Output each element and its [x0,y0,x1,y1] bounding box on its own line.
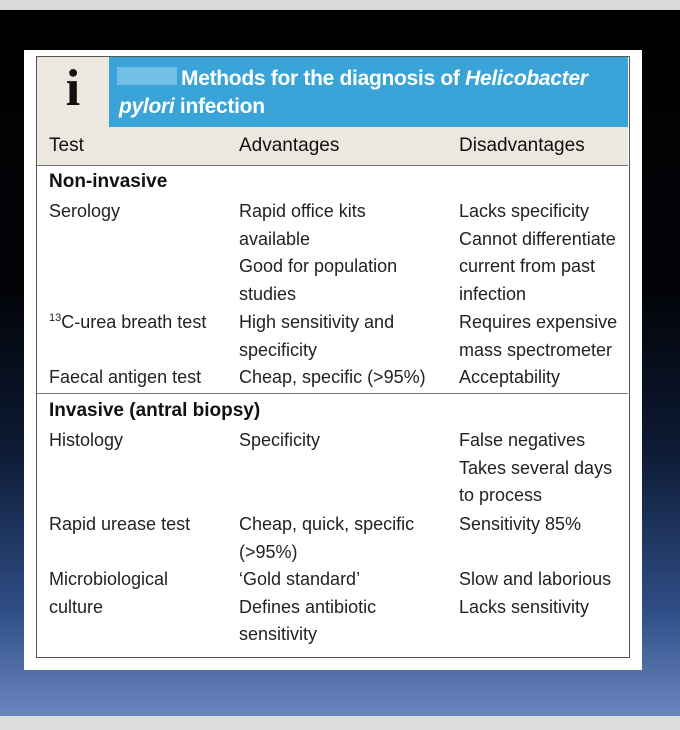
info-card [24,50,642,670]
cell-test: Serology [49,201,121,221]
table-title: Methods for the diagnosis of Helicobacter pylori infection [119,67,588,118]
column-header-test: Test [49,135,84,156]
cell-test: Microbiological culture [49,569,169,617]
cell-advantages: Specificity [239,430,321,450]
cell-disadvantages: Slow and laborious Lacks sensitivity [459,569,612,617]
column-header-disadvantages: Disadvantages [459,135,585,156]
section-title-non-invasive: Non-invasive [49,171,168,192]
title-bar [109,57,628,127]
cell-disadvantages: Sensitivity 85% [459,514,582,534]
section-title-invasive: Invasive (antral biopsy) [49,400,261,421]
cell-disadvantages: False negatives Takes several days to process [459,430,613,506]
section-divider [37,393,628,394]
cell-advantages: Cheap, quick, specific (>95%) [239,514,415,562]
cell-disadvantages: Lacks specificity Cannot differentiate current from past infection [459,201,616,304]
column-headers [37,127,628,166]
cell-disadvantages: Requires expensive mass spectrometer [459,312,618,360]
cell-advantages: ‘Gold standard’ Defines antibiotic sensitivity [239,569,377,645]
cell-advantages: Cheap, specific (>95%) [239,367,426,387]
cell-test: Histology [49,430,124,450]
cell-test: Rapid urease test [49,514,191,534]
info-icon: i [65,60,81,117]
column-header-advantages: Advantages [239,135,340,156]
cell-disadvantages: Acceptability [459,367,561,387]
table-header [37,57,628,127]
cell-advantages: Rapid office kits available Good for population studies [239,201,398,304]
bottom-band [0,716,680,730]
cell-test: Faecal antigen test [49,367,202,387]
diagnosis-table [36,56,630,658]
cell-advantages: High sensitivity and specificity [239,312,395,360]
cell-test: $^{13}$C-urea breath test [49,312,207,332]
info-icon-box [37,57,109,127]
